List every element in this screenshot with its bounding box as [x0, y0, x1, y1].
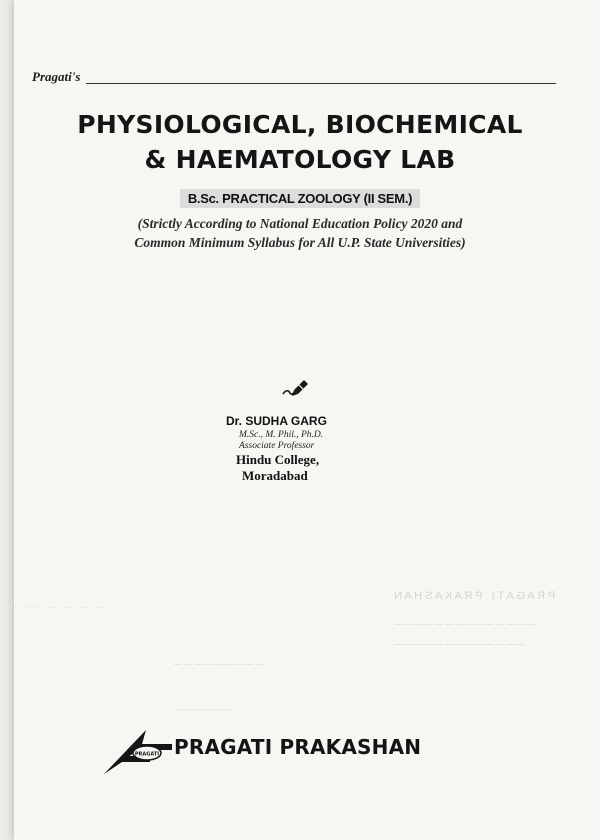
bleed-through-text: — — — — — — — — — — — — —	[394, 640, 525, 649]
policy-line-2: Common Minimum Syllabus for All U.P. State Universities)	[134, 235, 466, 250]
svg-text:PRAGATI: PRAGATI	[134, 751, 160, 758]
bleed-through-text: — — — — — —	[174, 705, 234, 714]
bleed-through-text: · · · · · · · · · · · · · · · · · ·	[14, 602, 111, 612]
bleed-through-text: P R A G A T I P R A K A S H A N	[394, 590, 556, 602]
book-title-line-2: & HAEMATOLOGY LAB	[144, 145, 456, 174]
policy-note	[14, 214, 586, 252]
book-title-line-1: PHYSIOLOGICAL, BIOCHEMICAL	[77, 110, 523, 139]
series-name: Pragati's	[32, 69, 86, 85]
title-page	[14, 0, 600, 840]
course-subtitle	[14, 189, 586, 208]
author-city: Moradabad	[242, 468, 308, 483]
pen-writing-icon	[282, 376, 310, 398]
header-rule	[32, 83, 556, 84]
bleed-through-text: — — — — — — — — —	[174, 660, 264, 669]
series-header	[32, 69, 556, 88]
publisher-name: PRAGATI PRAKASHAN	[174, 735, 422, 759]
bleed-through-text: — — — — — — — — — — — — — —	[394, 620, 535, 629]
course-subtitle-text: B.Sc. PRACTICAL ZOOLOGY (II SEM.)	[180, 189, 420, 208]
author-college: Hindu College,	[236, 452, 320, 467]
policy-line-1: (Strictly According to National Education Policy 2020 and	[137, 216, 463, 231]
author-qualifications: M.Sc., M. Phil., Ph.D.	[239, 430, 324, 440]
author-name: Dr. SUDHA GARG	[226, 414, 327, 428]
author-designation: Associate Professor	[239, 441, 315, 451]
pragati-arrow-logo-icon	[102, 726, 174, 776]
